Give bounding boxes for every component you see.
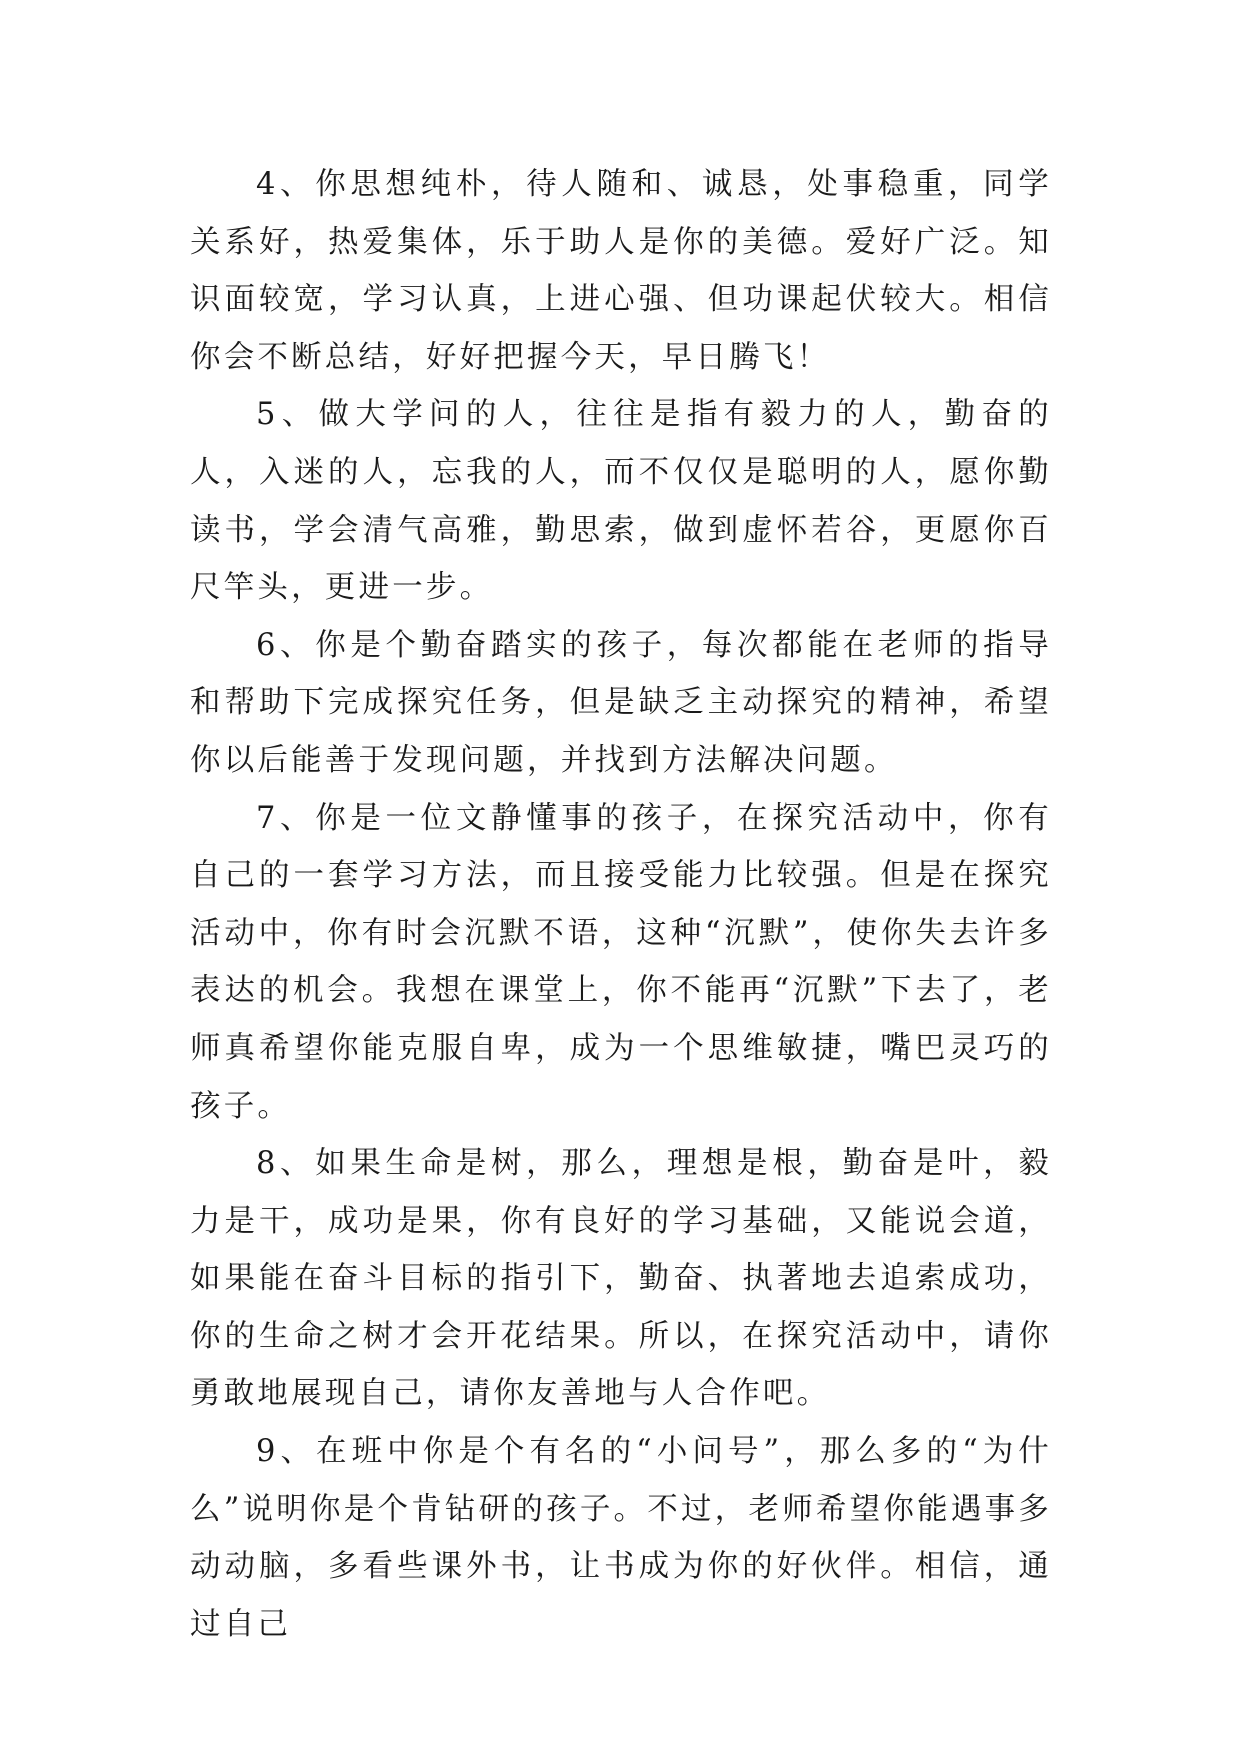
- paragraph-8: 8、如果生命是树，那么，理想是根，勤奋是叶，毅力是干，成功是果，你有良好的学习基础，又能说会道，如果能在奋斗目标的指引下，勤奋、执著地去追索成功，你的生命之树才会开花结果。所以，在探究活动中，请你勇敢地展现自己，请你友善地与人合作吧。: [190, 1146, 1052, 1412]
- paragraph-6: 6、你是个勤奋踏实的孩子，每次都能在老师的指导和帮助下完成探究任务，但是缺乏主动探究的精神，希望你以后能善于发现问题，并找到方法解决问题。: [190, 627, 1052, 778]
- document-body: [190, 156, 1052, 1653]
- paragraph-7: 7、你是一位文静懂事的孩子，在探究活动中，你有自己的一套学习方法，而且接受能力比较强。但是在探究活动中，你有时会沉默不语，这种“沉默”，使你失去许多表达的机会。我想在课堂上，你不能再“沉默”下去了，老师真希望你能克服自卑，成为一个思维敏捷，嘴巴灵巧的孩子。: [190, 800, 1052, 1124]
- paragraph-4: 4、你思想纯朴，待人随和、诚恳，处事稳重，同学关系好，热爱集体，乐于助人是你的美德。爱好广泛。知识面较宽，学习认真，上进心强、但功课起伏较大。相信你会不断总结，好好把握今天，早日腾飞！: [190, 167, 1052, 375]
- paragraph-5: 5、做大学问的人，往往是指有毅力的人，勤奋的人，入迷的人，忘我的人，而不仅仅是聪明的人，愿你勤读书，学会清气高雅，勤思索，做到虚怀若谷，更愿你百尺竿头，更进一步。: [190, 397, 1052, 606]
- paragraph-9: 9、在班中你是个有名的“小问号”，那么多的“为什么”说明你是个肯钻研的孩子。不过，老师希望你能遇事多动动脑，多看些课外书，让书成为你的好伙伴。相信，通过自己: [190, 1434, 1052, 1642]
